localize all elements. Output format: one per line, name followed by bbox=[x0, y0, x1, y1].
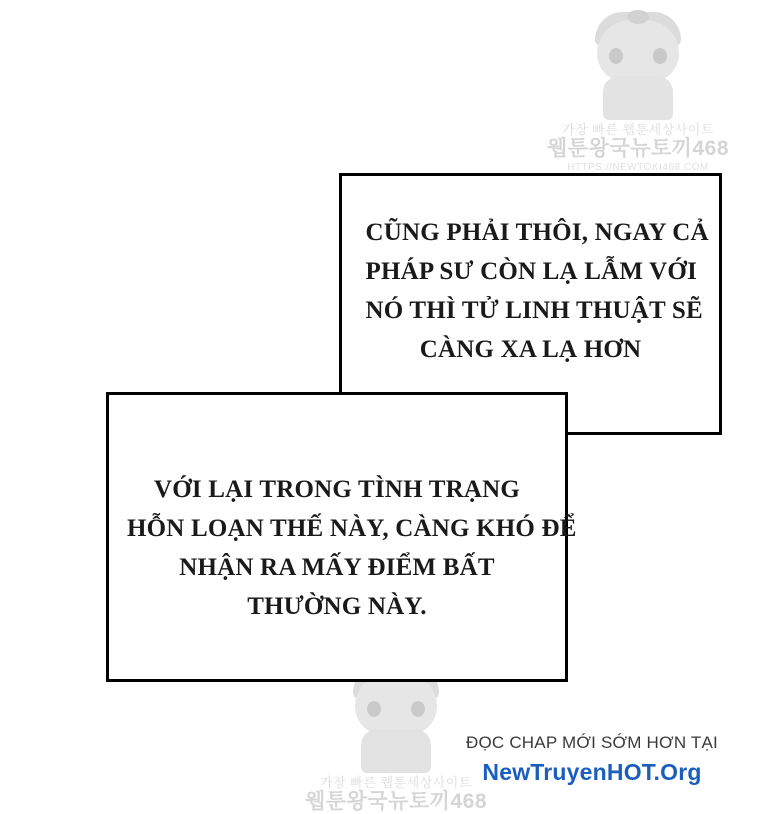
promo-footer bbox=[442, 733, 742, 786]
watermark-top-line2: 웹툰왕국뉴토끼468 bbox=[546, 137, 730, 160]
watermark-top-line1: 가장 빠른 웹툰세상사이트 bbox=[562, 122, 714, 137]
bubble-lower-line-2: HỖN LOẠN THẾ NÀY, CÀNG KHÓ ĐỂ bbox=[127, 515, 577, 542]
watermark-top-url: HTTPS://NEWTOKI468.COM bbox=[567, 162, 709, 173]
chibi-mascot-icon bbox=[583, 10, 693, 120]
speech-bubble-lower bbox=[106, 392, 577, 682]
promo-site-name[interactable]: NewTruyenHOT.Org bbox=[482, 759, 702, 785]
bubble-lower-line-1: VỚI LẠI TRONG TÌNH TRẠNG bbox=[154, 476, 520, 503]
speech-bubble-lower-text bbox=[127, 470, 577, 626]
watermark-top bbox=[538, 10, 738, 174]
watermark-bottom-line1: 가장 빠른 웹툰세상사이트 bbox=[320, 775, 472, 790]
bubble-upper-line-1: CŨNG PHẢI THÔI, NGAY CẢ bbox=[365, 219, 709, 246]
speech-bubble-upper-text bbox=[365, 213, 709, 369]
watermark-bottom-line2: 웹툰왕국뉴토끼468 bbox=[304, 790, 488, 813]
bubble-upper-line-2: PHÁP SƯ CÒN LẠ LẪM VỚI bbox=[365, 258, 697, 285]
promo-caption: ĐỌC CHAP MỚI SỚM HƠN TẠI bbox=[466, 733, 718, 752]
bubble-overlap-seam bbox=[342, 395, 565, 432]
bubble-upper-line-3: NÓ THÌ TỬ LINH THUẬT SẼ bbox=[365, 297, 703, 324]
bubble-lower-line-3: NHẬN RA MẤY ĐIỂM BẤT bbox=[179, 554, 495, 581]
bubble-lower-line-4: THƯỜNG NÀY. bbox=[247, 593, 427, 620]
bubble-upper-line-4: CÀNG XA LẠ HƠN bbox=[419, 336, 642, 363]
